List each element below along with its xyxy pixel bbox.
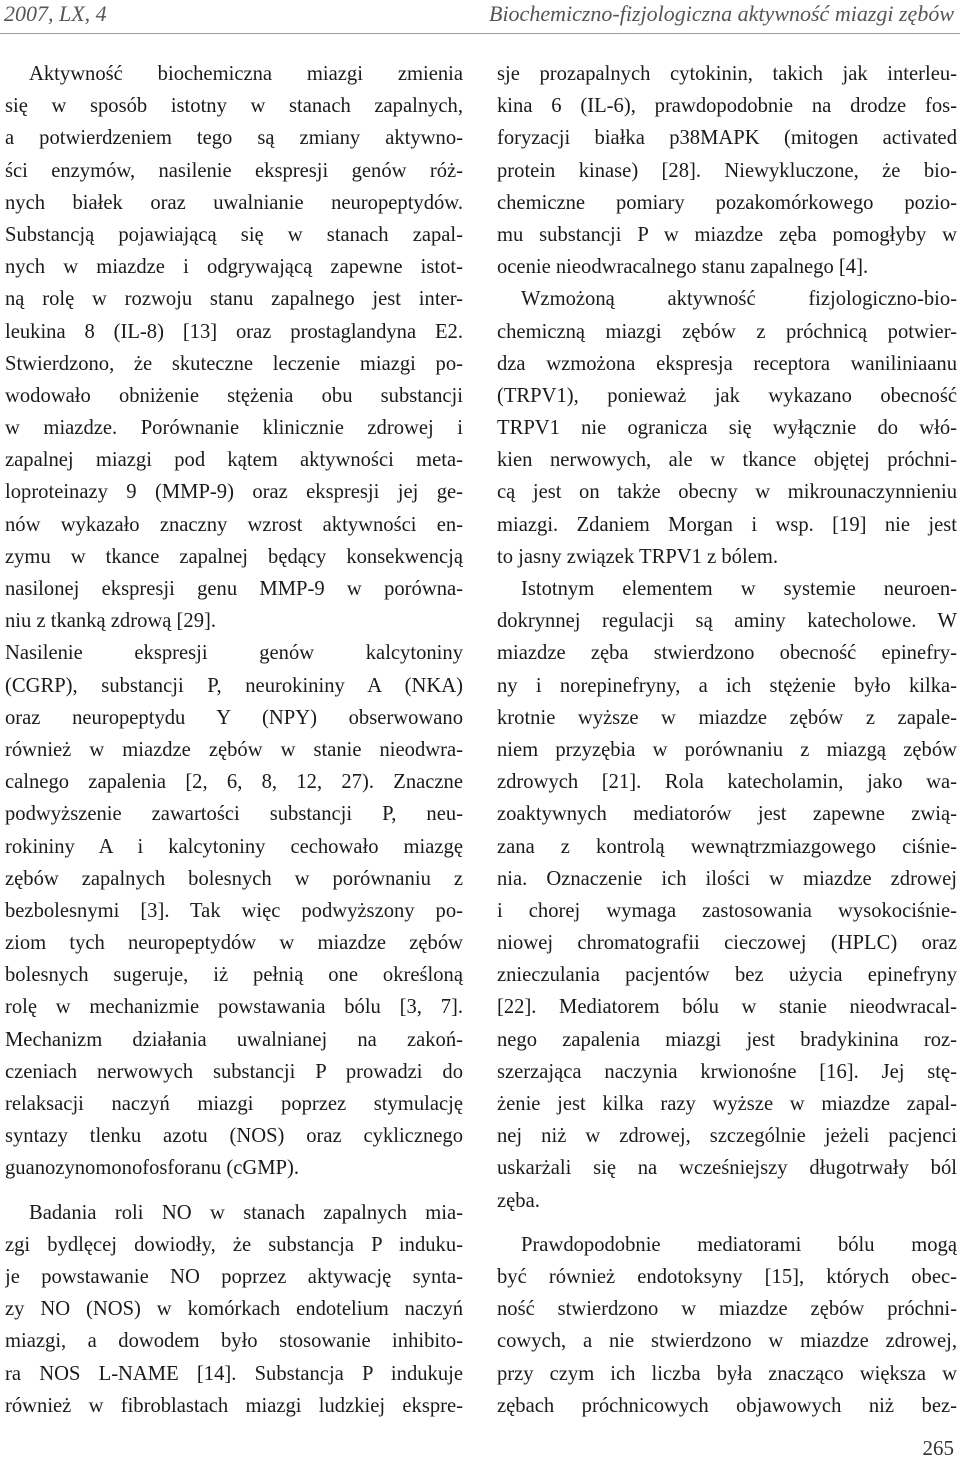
text-line: zdrowych [21]. Rola katecholamin, jako wa- <box>497 771 957 794</box>
text-line: foryzacji białka p38MAPK (mitogen activated <box>497 127 957 150</box>
text-line: dza wzmożona ekspresja receptora waniliniaanu <box>497 352 957 375</box>
text-line: nia. Oznaczenie ich ilości w miazdze zdrowej <box>497 867 957 890</box>
text-line: zoaktywnych mediatorów jest zapewne zwią- <box>497 803 957 826</box>
text-line: je powstawanie NO poprzez aktywację synta- <box>5 1265 463 1288</box>
text-line: oraz neuropeptydu Y (NPY) obserwowano <box>5 706 463 729</box>
text-line: zymu w tkance zapalnej będący konsekwencją <box>5 545 463 568</box>
text-line: ra NOS L-NAME [14]. Substancja P indukuje <box>5 1362 463 1385</box>
text-line: przy czym ich liczba była znacząco większa w <box>497 1362 957 1385</box>
text-line: nego zapalenia miazgi jest bradykinina roz- <box>497 1028 957 1051</box>
text-line: Aktywność biochemiczna miazgi zmienia <box>29 63 463 85</box>
text-line: zy NO (NOS) w komórkach endotelium naczyń <box>5 1298 463 1321</box>
text-line: zęba. <box>497 1189 540 1212</box>
text-line: guanozynomonofosforanu (cGMP). <box>5 1157 299 1180</box>
text-line: ność stwierdzono w miazdze zębów próchni- <box>497 1298 957 1321</box>
text-line: nych białek oraz uwalnianie neuropeptydów. <box>5 191 463 214</box>
text-line: (TRPV1), ponieważ jak wykazano obecność <box>497 384 957 407</box>
right-column <box>497 58 957 1422</box>
article-running-title: Biochemiczno-fizjologiczna aktywność miazgi zębów <box>489 1 954 26</box>
text-line: żenie jest kilka razy wyższe w miazdze zapal- <box>497 1093 957 1115</box>
text-line: ną rolę w rozwoju stanu zapalnego jest inter- <box>5 288 463 311</box>
text-line: zębach próchnicowych objawowych niż bez- <box>497 1394 957 1417</box>
text-line: nych w miazdze i odgrywającą zapewne istot- <box>5 256 463 279</box>
text-line: kina 6 (IL-6), prawdopodobnie na drodze fos- <box>497 95 957 118</box>
text-line: cą jest on także obecny w mikrounaczynnieniu <box>497 481 957 504</box>
text-line: ocenie nieodwracalnego stanu zapalnego [4]. <box>497 256 869 279</box>
text-line: leukina 8 (IL-8) [13] oraz prostaglandyna E2. <box>5 320 463 343</box>
text-line: Badania roli NO w stanach zapalnych mia- <box>29 1201 463 1224</box>
text-line: zana z kontrolą wewnątrzmiazgowego ciśnie- <box>497 835 957 858</box>
text-line: [22]. Mediatorem bólu w stanie nieodwracal- <box>497 996 957 1019</box>
text-line: dokrynnej regulacji są aminy katecholowe. W <box>497 610 957 633</box>
text-line: rokininy A i kalcytoniny cechowało miazgę <box>5 835 463 858</box>
text-line: nasilonej ekspresji genu MMP-9 w porówna- <box>5 578 463 600</box>
text-line: krotnie wyższe w miazdze zębów z zapale- <box>497 706 957 729</box>
text-line: również w fibroblastach miazgi ludzkiej ekspre- <box>5 1394 463 1417</box>
text-line: ny i norepinefryny, a ich stężenie było kilka- <box>497 674 957 697</box>
text-line: wodowało obniżenie stężenia obu substancji <box>5 384 463 407</box>
text-line: cowych, a nie stwierdzono w miazdze zdrowej, <box>497 1330 957 1353</box>
text-line: to jasny związek TRPV1 z bólem. <box>497 545 779 568</box>
text-line: kien nerwowych, ale w tkance objętej próchni- <box>497 449 957 472</box>
text-line: bezbolesnymi [3]. Tak więc podwyższony po- <box>5 899 463 922</box>
text-line: miazgi. Zdaniem Morgan i wsp. [19] nie jest <box>497 513 957 536</box>
text-line: się w sposób istotny w stanach zapalnych, <box>5 95 463 118</box>
text-line: nej niż w zdrowej, szczególnie jeżeli pacjenci <box>497 1125 957 1148</box>
text-line: niem przyzębia w porównaniu z miazgą zębów <box>497 738 957 761</box>
text-line: podwyższenie zawartości substancji P, neu- <box>5 803 463 826</box>
text-line: miazdze zęba stwierdzono obecność epinefry- <box>497 642 957 665</box>
text-line: Stwierdzono, że skuteczne leczenie miazgi po- <box>5 352 463 375</box>
text-line: protein kinase) [28]. Niewykluczone, że bio- <box>497 159 957 182</box>
text-line: niowej chromatografii cieczowej (HPLC) oraz <box>497 932 957 955</box>
text-line: zgi bydlęcej dowiodły, że substancja P induku- <box>5 1233 463 1256</box>
text-line: w miazdze. Porównanie klinicznie zdrowej i <box>5 417 463 440</box>
text-line: miazgi, a dowodem było stosowanie inhibito- <box>5 1330 463 1353</box>
page-number: 265 <box>922 1436 954 1460</box>
journal-issue: 2007, LX, 4 <box>4 1 107 26</box>
text-line: uskarżali się na wcześniejszy długotrwały ból <box>497 1157 957 1180</box>
text-line: Istotnym elementem w systemie neuroen- <box>521 578 957 600</box>
text-line: TRPV1 nie ogranicza się wyłącznie do włó- <box>497 417 957 440</box>
text-line: Mechanizm działania uwalnianej na zakoń- <box>5 1028 463 1051</box>
text-line: ziom tych neuropeptydów w miazdze zębów <box>5 932 463 955</box>
text-line: być również endotoksyny [15], których obec- <box>497 1265 957 1288</box>
text-line: a potwierdzeniem tego są zmiany aktywno- <box>5 127 463 150</box>
left-column <box>5 58 463 1422</box>
text-line: chemiczną miazgi zębów z próchnicą potwier- <box>497 320 957 343</box>
text-line: czeniach nerwowych substancji P prowadzi do <box>5 1060 463 1083</box>
text-line: Substancją pojawiającą się w stanach zapal- <box>5 223 463 246</box>
text-line: relaksacji naczyń miazgi poprzez stymulację <box>5 1093 463 1115</box>
text-line: chemiczne pomiary pozakomórkowego pozio- <box>497 191 957 214</box>
text-line: Nasilenie ekspresji genów kalcytoniny <box>5 642 463 665</box>
text-line: niu z tkanką zdrową [29]. <box>5 610 217 633</box>
text-line: ści enzymów, nasilenie ekspresji genów róż- <box>5 159 463 182</box>
text-line: Wzmożoną aktywność fizjologiczno-bio- <box>521 288 957 311</box>
text-line: rolę w mechanizmie powstawania bólu [3, 7]. <box>5 996 463 1019</box>
text-line: syntazy tlenku azotu (NOS) oraz cyklicznego <box>5 1125 463 1148</box>
text-line: znieczulania pacjentów bez użycia epinefryny <box>497 964 957 987</box>
text-line: nów wykazało znaczny wzrost aktywności en- <box>5 513 463 536</box>
text-line: zębów zapalnych bolesnych w porównaniu z <box>5 867 463 890</box>
running-header <box>0 0 960 34</box>
text-line: Prawdopodobnie mediatorami bólu mogą <box>521 1233 957 1256</box>
text-line: zapalnej miazgi pod kątem aktywności meta- <box>5 449 463 472</box>
text-line: sje prozapalnych cytokinin, takich jak interleu- <box>497 63 957 85</box>
text-line: calnego zapalenia [2, 6, 8, 12, 27). Znaczne <box>5 771 463 794</box>
text-line: mu substancji P w miazdze zęba pomogłyby w <box>497 223 957 246</box>
text-line: loproteinazy 9 (MMP-9) oraz ekspresji jej ge- <box>5 481 463 504</box>
text-line: (CGRP), substancji P, neurokininy A (NKA) <box>5 674 463 697</box>
text-line: szerzająca naczynia krwionośne [16]. Jej stę- <box>497 1060 957 1083</box>
text-line: i chorej wymaga zastosowania wysokociśnie- <box>497 899 957 922</box>
text-line: również w miazdze zębów w stanie nieodwra- <box>5 738 463 761</box>
text-line: bolesnych sugeruje, iż pełnią one określoną <box>5 964 463 987</box>
